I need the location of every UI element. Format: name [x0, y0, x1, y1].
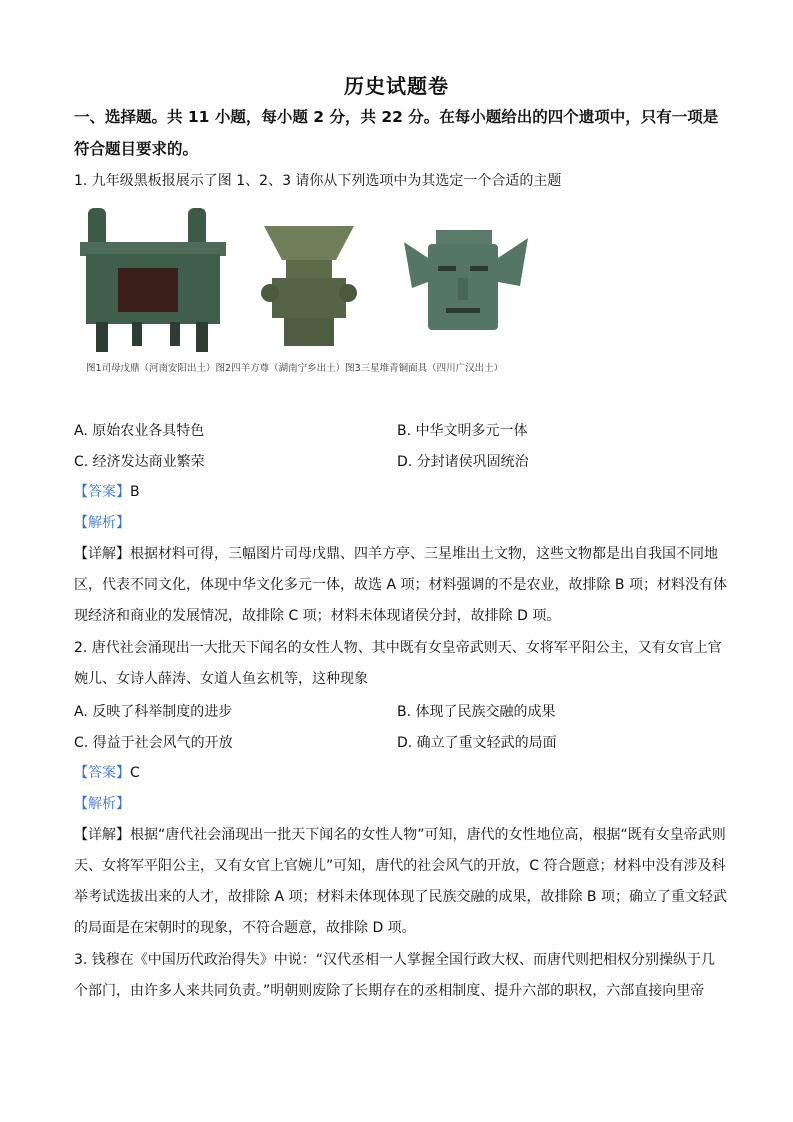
- detail-text: 根据“唐代社会涌现出一批天下闻名的女性人物”可知，唐代的女性地位高，根据“既有女皇帝武则: [130, 827, 726, 843]
- q1-analysis-label: 【解析】: [74, 515, 130, 531]
- q2-stem-line2: 婉儿、女诗人薛涛、女道人鱼玄机等，这种现象: [74, 671, 368, 687]
- page-title: 历史试题卷: [344, 74, 449, 98]
- q2-option-b[interactable]: B. 体现了民族交融的成果: [397, 704, 556, 720]
- q2-stem-line1: 2. 唐代社会涌现出一大批天下闻名的女性人物、其中既有女皇帝武则天、女将军平阳公主，又有女官上官: [74, 640, 722, 656]
- q3-stem-line2: 个部门，由许多人来共同负责。”明朝则废除了长期存在的丞相制度、提升六部的职权，六部直接向里帝: [74, 983, 705, 999]
- q2-detail-line2: 天、女将军平阳公主，又有女官上官婉儿”可知，唐代的社会风气的开放，C 符合题意；材料中没有涉及科: [74, 858, 726, 874]
- four-ram-zun-image: [261, 226, 357, 346]
- ding-cauldron-image: [80, 208, 226, 352]
- detail-label: 【详解】: [74, 546, 130, 562]
- detail-text: 根据材料可得，三幅图片司母戊鼎、四羊方亭、三星堆出土文物，这些文物都是出自我国不同地: [130, 546, 718, 562]
- q2-detail-line1: [74, 820, 724, 851]
- detail-label: 【详解】: [74, 827, 130, 843]
- q2-option-c[interactable]: C. 得益于社会风气的开放: [74, 735, 233, 751]
- q2-answer: [74, 758, 724, 789]
- answer-label: 【答案】: [74, 765, 130, 781]
- q2-option-a[interactable]: A. 反映了科举制度的进步: [74, 704, 233, 720]
- q2-detail-line4: 的局面是在宋朝时的现象，不符合题意，故排除 D 项。: [74, 920, 416, 936]
- answer-value: C: [130, 765, 140, 781]
- section-heading-line2: 符合题目要求的。: [74, 140, 199, 158]
- q1-option-c[interactable]: C. 经济发达商业繁荣: [74, 454, 205, 470]
- q1-option-a[interactable]: A. 原始农业各具特色: [74, 423, 205, 439]
- q1-option-d[interactable]: D. 分封诸侯巩固统治: [397, 454, 529, 470]
- q1-detail-line2: 区，代表不同文化，体现中华文化多元一体，故选 A 项；材料强调的不是农业，故排除 B 项；材料没有体: [74, 577, 727, 593]
- q1-figure-captions: 图1司母戊鼎（河南安阳出土）图2四羊方尊（湖南宁乡出土）图3三星堆青铜面具（四川广汉出土）: [86, 363, 504, 374]
- q1-answer: [74, 477, 724, 508]
- section-heading-line1: 一、选择题。共 11 小题，每小题 2 分，共 22 分。在每小题给出的四个遗项中，只有一项是: [74, 108, 719, 126]
- q1-option-b[interactable]: B. 中华文明多元一体: [397, 423, 528, 439]
- answer-value: B: [130, 484, 140, 500]
- answer-label: 【答案】: [74, 484, 130, 500]
- q3-stem-line1: 3. 钱穆在《中国历代政治得失》中说：“汉代丞相一人掌握全国行政大权、而唐代则把相权分别操纵于几: [74, 952, 716, 968]
- q1-detail-line1: [74, 539, 724, 570]
- q2-detail-line3: 举考试选拔出来的人才，故排除 A 项；材料未体现体现了民族交融的成果，故排除 B 项；确立了重文轻武: [74, 889, 727, 905]
- q1-stem: 1. 九年级黑板报展示了图 1、2、3 请你从下列选项中为其选定一个合适的主题: [74, 173, 562, 189]
- q1-detail-line3: 现经济和商业的发展情况，故排除 C 项；材料未体现诸侯分封，故排除 D 项。: [74, 608, 561, 624]
- q2-option-d[interactable]: D. 确立了重文轻武的局面: [397, 735, 557, 751]
- bronze-mask-image: [404, 230, 528, 330]
- q2-analysis-label: 【解析】: [74, 796, 130, 812]
